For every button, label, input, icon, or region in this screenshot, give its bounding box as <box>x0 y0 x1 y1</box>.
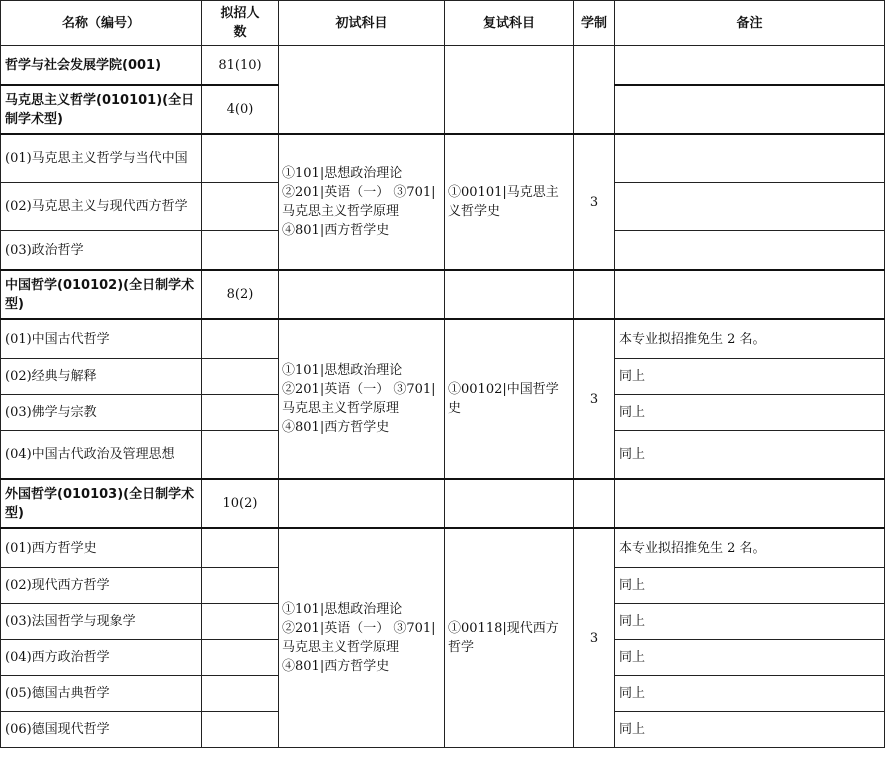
blank-cell <box>615 46 885 86</box>
blank-cell <box>202 640 279 676</box>
blank-cell <box>574 46 615 135</box>
retest-exam: ①00102|中国哲学史 <box>445 319 574 479</box>
blank-cell <box>279 270 445 319</box>
major-quota: 4(0) <box>202 85 279 134</box>
direction-name: (01)马克思主义哲学与当代中国 <box>1 134 202 183</box>
blank-cell <box>279 479 445 528</box>
note: 同上 <box>615 568 885 604</box>
blank-cell <box>202 134 279 183</box>
note <box>615 134 885 183</box>
blank-cell <box>574 270 615 319</box>
note: 同上 <box>615 431 885 480</box>
note: 本专业拟招推免生 2 名。 <box>615 319 885 359</box>
direction-name: (01)西方哲学史 <box>1 528 202 568</box>
note: 同上 <box>615 712 885 748</box>
college-row <box>1 46 885 86</box>
retest-exam: ①00101|马克思主义哲学史 <box>445 134 574 270</box>
direction-name: (06)德国现代哲学 <box>1 712 202 748</box>
direction-name: (02)现代西方哲学 <box>1 568 202 604</box>
header-quota: 拟招人数 <box>202 1 279 46</box>
major-row <box>1 479 885 528</box>
direction-name: (02)经典与解释 <box>1 359 202 395</box>
header-row <box>1 1 885 46</box>
college-quota: 81(10) <box>202 46 279 86</box>
note: 同上 <box>615 395 885 431</box>
blank-cell <box>202 231 279 271</box>
blank-cell <box>445 46 574 135</box>
blank-cell <box>615 85 885 134</box>
years: 3 <box>574 134 615 270</box>
direction-name: (03)法国哲学与现象学 <box>1 604 202 640</box>
major-name: 马克思主义哲学(010101)(全日制学术型) <box>1 85 202 134</box>
header-years: 学制 <box>574 1 615 46</box>
blank-cell <box>445 270 574 319</box>
blank-cell <box>574 479 615 528</box>
blank-cell <box>202 712 279 748</box>
header-initial-exam: 初试科目 <box>279 1 445 46</box>
note <box>615 231 885 271</box>
header-notes: 备注 <box>615 1 885 46</box>
blank-cell <box>445 479 574 528</box>
blank-cell <box>202 568 279 604</box>
major-quota: 10(2) <box>202 479 279 528</box>
direction-row <box>1 134 885 183</box>
initial-exam: ①101|思想政治理论 ②201|英语（一） ③701|马克思主义哲学原理 ④801|西方哲学史 <box>279 528 445 748</box>
major-name: 中国哲学(010102)(全日制学术型) <box>1 270 202 319</box>
initial-exam: ①101|思想政治理论 ②201|英语（一） ③701|马克思主义哲学原理 ④801|西方哲学史 <box>279 319 445 479</box>
blank-cell <box>202 604 279 640</box>
direction-name: (04)西方政治哲学 <box>1 640 202 676</box>
blank-cell <box>615 479 885 528</box>
direction-name: (03)政治哲学 <box>1 231 202 271</box>
blank-cell <box>202 359 279 395</box>
major-name: 外国哲学(010103)(全日制学术型) <box>1 479 202 528</box>
note <box>615 183 885 231</box>
blank-cell <box>202 431 279 480</box>
retest-exam: ①00118|现代西方哲学 <box>445 528 574 748</box>
blank-cell <box>202 528 279 568</box>
major-row <box>1 270 885 319</box>
note: 同上 <box>615 640 885 676</box>
header-name: 名称（编号） <box>1 1 202 46</box>
note: 同上 <box>615 676 885 712</box>
note: 同上 <box>615 359 885 395</box>
major-quota: 8(2) <box>202 270 279 319</box>
blank-cell <box>615 270 885 319</box>
direction-name: (01)中国古代哲学 <box>1 319 202 359</box>
direction-name: (02)马克思主义与现代西方哲学 <box>1 183 202 231</box>
direction-name: (04)中国古代政治及管理思想 <box>1 431 202 480</box>
direction-row <box>1 319 885 359</box>
years: 3 <box>574 319 615 479</box>
blank-cell <box>202 676 279 712</box>
note: 同上 <box>615 604 885 640</box>
blank-cell <box>202 183 279 231</box>
blank-cell <box>279 46 445 135</box>
direction-name: (05)德国古典哲学 <box>1 676 202 712</box>
direction-row <box>1 528 885 568</box>
header-retest: 复试科目 <box>445 1 574 46</box>
blank-cell <box>202 319 279 359</box>
note: 本专业拟招推免生 2 名。 <box>615 528 885 568</box>
initial-exam: ①101|思想政治理论 ②201|英语（一） ③701|马克思主义哲学原理 ④801|西方哲学史 <box>279 134 445 270</box>
years: 3 <box>574 528 615 748</box>
direction-name: (03)佛学与宗教 <box>1 395 202 431</box>
blank-cell <box>202 395 279 431</box>
college-name: 哲学与社会发展学院(001) <box>1 46 202 86</box>
